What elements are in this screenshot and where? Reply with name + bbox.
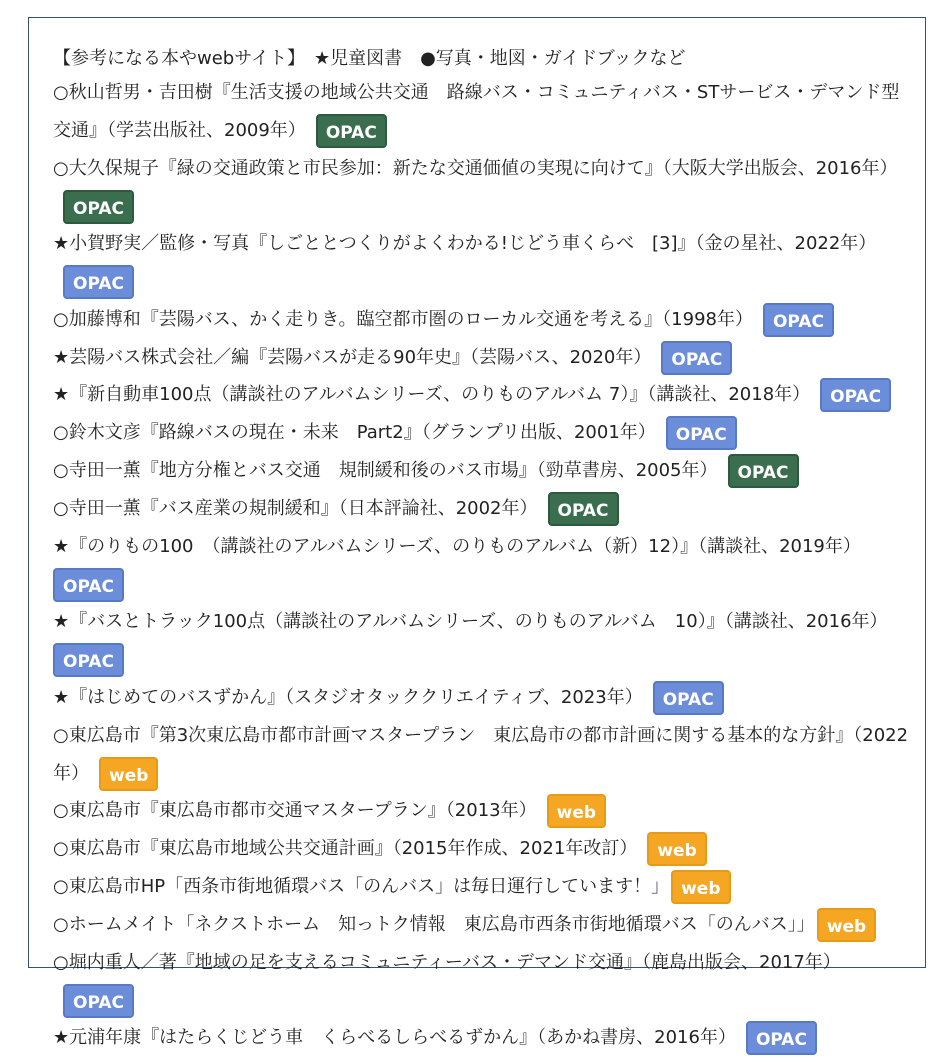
opac-button[interactable]: OPAC — [53, 568, 124, 602]
web-title: ○東広島市『第3次東広島市都市計画マスタープラン 東広島市の都市計画に関する基本的な方針』（2022年） — [53, 724, 909, 784]
web-title: ○東広島市HP「西条市街地循環バス「のんバス」は毎日運行しています！」 — [53, 876, 670, 898]
web-button[interactable]: web — [547, 794, 606, 828]
web-button[interactable]: web — [647, 832, 706, 866]
list-item — [53, 414, 915, 452]
list-item — [53, 150, 915, 226]
reference-list-box — [28, 17, 926, 1051]
opac-button[interactable]: OPAC — [653, 681, 724, 715]
list-item — [53, 528, 915, 604]
book-title: ★『のりもの100 （講談社のアルバムシリーズ、のりものアルバム（新）12）』（講談社、2019年） — [53, 535, 861, 557]
opac-button[interactable]: OPAC — [763, 303, 834, 337]
book-title: ★『バスとトラック100点（講談社のアルバムシリーズ、のりものアルバム 10）』（講談社、2016年） — [53, 611, 888, 633]
book-title: ★小賀野実／監修・写真『しごととつくりがよくわかる!じどう車くらべ [3]』（金の星社、2022年） — [53, 233, 877, 255]
reference-list — [53, 74, 915, 1057]
opac-button[interactable]: OPAC — [548, 492, 619, 526]
list-item — [53, 339, 915, 377]
opac-button[interactable]: OPAC — [661, 341, 732, 375]
list-item — [53, 301, 915, 339]
list-item — [53, 74, 915, 150]
web-title: ○ホームメイト「ネクストホーム 知っトク情報 東広島市西条市街地循環バス「のんバス」」 — [53, 914, 815, 936]
list-item — [53, 452, 915, 490]
opac-button[interactable]: OPAC — [63, 265, 134, 299]
book-title: ○堀内重人／著『地域の足を支えるコミュニティーバス・デマンド交通』（鹿島出版会、2017年） — [53, 951, 841, 973]
book-title: ○寺田一薫『バス産業の規制緩和』（日本評論社、2002年） — [53, 498, 538, 520]
list-item — [53, 830, 915, 868]
book-title: ★『新自動車100点（講談社のアルバムシリーズ、のりものアルバム 7）』（講談社、2018年） — [53, 384, 811, 406]
list-item — [53, 1019, 915, 1057]
opac-button[interactable]: OPAC — [63, 190, 134, 224]
web-title: ○東広島市『東広島市都市交通マスタープラン』（2013年） — [53, 800, 537, 822]
web-button[interactable]: web — [99, 757, 158, 791]
list-item — [53, 906, 915, 944]
list-item — [53, 792, 915, 830]
book-title: ★元浦年康『はたらくじどう車 くらべるしらべるずかん』（あかね書房、2016年） — [53, 1027, 736, 1049]
book-title: ★芸陽バス株式会社／編『芸陽バスが走る90年史』（芸陽バス、2020年） — [53, 346, 652, 368]
opac-button[interactable]: OPAC — [746, 1021, 817, 1055]
list-item — [53, 717, 915, 793]
opac-button[interactable]: OPAC — [63, 984, 134, 1018]
book-title: ★『はじめてのバスずかん』（スタジオタッククリエイティブ、2023年） — [53, 687, 643, 709]
book-title: ○大久保規子『緑の交通政策と市民参加：新たな交通価値の実現に向けて』（大阪大学出版会、2016年） — [53, 157, 898, 179]
list-item — [53, 679, 915, 717]
web-button[interactable]: web — [671, 870, 730, 904]
list-item — [53, 868, 915, 906]
book-title: ○秋山哲男・吉田樹『生活支援の地域公共交通 路線バス・コミュニティバス・STサービス・デマンド型交通』（学芸出版社、2009年） — [53, 82, 900, 141]
list-item — [53, 490, 915, 528]
list-item — [53, 225, 915, 301]
opac-button[interactable]: OPAC — [820, 378, 891, 412]
opac-button[interactable]: OPAC — [666, 416, 737, 450]
book-title: ○加藤博和『芸陽バス、かく走りき。臨空都市圏のローカル交通を考える』（1998年） — [53, 308, 753, 330]
list-item — [53, 944, 915, 1020]
opac-button[interactable]: OPAC — [728, 454, 799, 488]
reference-heading: 【参考になる本やwebサイト】 ★児童図書 ●写真・地図・ガイドブックなど — [53, 48, 686, 69]
web-button[interactable]: web — [817, 908, 876, 942]
web-title: ○東広島市『東広島市地域公共交通計画』（2015年作成、2021年改訂） — [53, 838, 638, 860]
list-item — [53, 376, 915, 414]
opac-button[interactable]: OPAC — [53, 643, 124, 677]
book-title: ○鈴木文彦『路線バスの現在・未来 Part2』（グランプリ出版、2001年） — [53, 422, 656, 444]
book-title: ○寺田一薫『地方分権とバス交通 規制緩和後のバス市場』（勁草書房、2005年） — [53, 460, 718, 482]
opac-button[interactable]: OPAC — [316, 114, 387, 148]
list-item — [53, 603, 915, 679]
